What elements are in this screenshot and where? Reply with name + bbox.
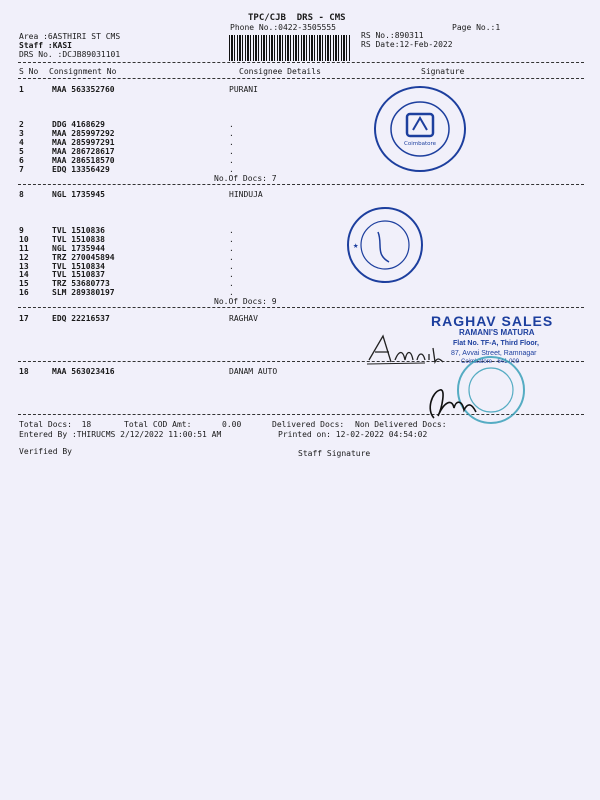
dot: .: [229, 156, 234, 165]
hinduja-stamp: [345, 204, 425, 286]
row-sno: 4: [19, 138, 24, 147]
svg-text:Coimbatore: Coimbatore: [404, 141, 436, 147]
no-of-docs: No.Of Docs: 9: [214, 297, 277, 306]
row-sno: 7: [19, 165, 24, 174]
row-sno: 9: [19, 226, 24, 235]
row-sno: 15: [19, 279, 29, 288]
consignee-name: DANAM AUTO: [229, 367, 278, 376]
dot: .: [229, 235, 234, 244]
row-consignment: EDQ 22216537: [52, 314, 110, 323]
verified-by: Verified By: [19, 447, 72, 456]
phone-number: Phone No.:0422-3505555: [230, 23, 336, 32]
row-consignment: MAA 286728617: [52, 147, 115, 156]
no-of-docs: No.Of Docs: 7: [214, 174, 277, 183]
row-consignment: TVL 1510837: [52, 270, 105, 279]
dot: .: [229, 262, 234, 271]
row-consignment: NGL 1735944: [52, 244, 105, 253]
row-consignment: TVL 1510834: [52, 262, 105, 271]
dot: .: [229, 244, 234, 253]
row-sno: 17: [19, 314, 29, 323]
dot: .: [229, 288, 234, 297]
dot: .: [229, 147, 234, 156]
rs-number: RS No.:890311: [361, 31, 424, 40]
row-sno: 2: [19, 120, 24, 129]
row-sno: 10: [19, 235, 29, 244]
row-sno: 12: [19, 253, 29, 262]
row-consignment: MAA 563023416: [52, 367, 115, 376]
row-consignment: SLM 289380197: [52, 288, 115, 297]
consignee-name: RAGHAV: [229, 314, 258, 323]
header-divider: [18, 62, 584, 63]
entered-by: Entered By :THIRUCMS 2/12/2022 11:00:51 AM: [19, 430, 222, 439]
col-consignment: Consignment No: [49, 67, 117, 76]
dot: .: [229, 120, 234, 129]
dot: .: [229, 129, 234, 138]
row-consignment: TVL 1510836: [52, 226, 105, 235]
row-consignment: MAA 563352760: [52, 85, 115, 94]
row-sno: 13: [19, 262, 29, 271]
dot: .: [229, 138, 234, 147]
total-docs: Total Docs: 18: [19, 420, 92, 429]
row-sno: 5: [19, 147, 24, 156]
raghav-stamp-line: Flat No. TF-A, Third Floor,: [453, 340, 539, 347]
row-sno: 6: [19, 156, 24, 165]
delivered-docs: Delivered Docs:: [272, 420, 345, 429]
row-consignment: TRZ 53680773: [52, 279, 110, 288]
dot: .: [229, 253, 234, 262]
raghav-stamp-line: Coimbatore - 641 009: [461, 359, 520, 365]
dot: .: [229, 165, 234, 174]
row-consignment: DDG 4168629: [52, 120, 105, 129]
rs-date: RS Date:12-Feb-2022: [361, 40, 453, 49]
page-number: Page No.:1: [452, 23, 501, 32]
row-consignment: MAA 286518570: [52, 156, 115, 165]
row-sno: 11: [19, 244, 29, 253]
row-consignment: MAA 285997292: [52, 129, 115, 138]
printed-on: Printed on: 12-02-2022 04:54:02: [278, 430, 428, 439]
handwritten-signature: [424, 382, 484, 426]
purani-stamp: [372, 84, 468, 174]
handwritten-signature: [365, 330, 475, 376]
total-cod-label: Total COD Amt:: [124, 420, 192, 429]
row-consignment: EDQ 13356429: [52, 165, 110, 174]
row-consignment: TRZ 270045894: [52, 253, 115, 262]
consignee-name: HINDUJA: [229, 190, 263, 199]
consignee-name: PURANI: [229, 85, 258, 94]
non-delivered-docs: Non Delivered Docs:: [355, 420, 447, 429]
row-sno: 16: [19, 288, 29, 297]
drs-number: DRS No. :DCJB89031101: [19, 50, 121, 59]
row-sno: 8: [19, 190, 24, 199]
row-sno: 14: [19, 270, 29, 279]
row-consignment: MAA 285997291: [52, 138, 115, 147]
total-cod-value: 0.00: [222, 420, 242, 429]
dot: .: [229, 270, 234, 279]
raghav-stamp-name: RAGHAV SALES: [431, 313, 554, 329]
barcode: [229, 35, 351, 61]
group-divider: [18, 184, 584, 185]
col-consignee: Consignee Details: [239, 67, 321, 76]
dot: .: [229, 226, 234, 235]
row-sno: 1: [19, 85, 24, 94]
row-consignment: NGL 1735945: [52, 190, 105, 199]
group-divider: [18, 307, 584, 308]
raghav-stamp-line: RAMANI'S MATURA: [459, 328, 535, 337]
col-sno: S No: [19, 67, 39, 76]
row-sno: 3: [19, 129, 24, 138]
svg-text:★: ★: [353, 241, 359, 251]
raghav-stamp-line: 87, Avvai Street, Ramnagar: [451, 350, 537, 357]
row-consignment: TVL 1510838: [52, 235, 105, 244]
column-divider: [18, 78, 584, 79]
row-sno: 18: [19, 367, 29, 376]
staff-signature: Staff Signature: [298, 449, 371, 458]
staff: Staff :KASI: [19, 41, 72, 50]
dot: .: [229, 279, 234, 288]
report-title: TPC/CJB DRS - CMS: [248, 13, 346, 23]
col-signature: Signature: [421, 67, 465, 76]
area: Area :6ASTHIRI ST CMS: [19, 32, 121, 41]
